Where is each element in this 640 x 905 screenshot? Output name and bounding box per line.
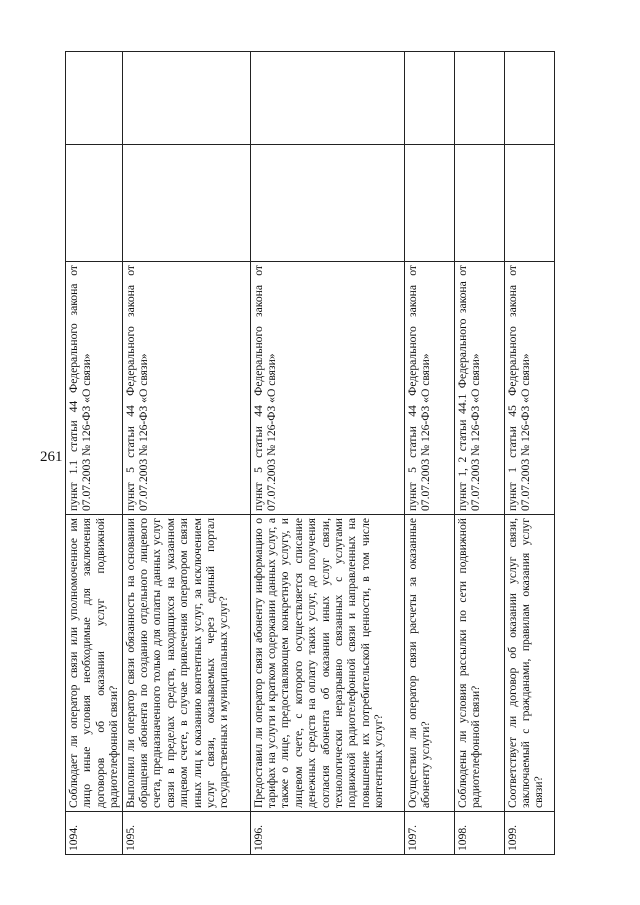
legal-reference-cell: пункт 5 статьи 44 Федерального закона от 07.07.2003 № 126-ФЗ «О связи»	[250, 262, 404, 515]
table-row	[404, 52, 454, 855]
empty-note-cell	[250, 52, 404, 145]
empty-note-cell	[454, 52, 504, 145]
item-number: 1097.	[404, 812, 454, 855]
empty-answer-cell	[454, 145, 504, 262]
empty-answer-cell	[504, 145, 554, 262]
empty-answer-cell	[66, 145, 123, 262]
item-number: 1099.	[504, 812, 554, 855]
item-number: 1098.	[454, 812, 504, 855]
question-cell: Осуществил ли оператор связи расчеты за оказанные абоненту услуги?	[404, 515, 454, 812]
question-cell: Выполнил ли оператор связи обязанность на основании обращения абонента по созданию отдельного лицевого счета, предназначенного только для оплаты данных услуг связи в пределах средств, находящихся на указанном лицевом счете, в случае привлечения оператором связи иных лиц к оказанию контентных услуг, за исключением услуг связи, оказываемых через единый портал государственных и муниципальных услуг?	[122, 515, 250, 812]
legal-reference-cell: пункт 1 статьи 45 Федерального закона от 07.07.2003 № 126-ФЗ «О связи»	[504, 262, 554, 515]
table-row	[66, 52, 123, 855]
empty-note-cell	[404, 52, 454, 145]
question-cell: Соблюдены ли условия рассылки по сети подвижной радиотелефонной связи?	[454, 515, 504, 812]
table-row	[454, 52, 504, 855]
table-row	[122, 52, 250, 855]
legal-reference-cell: пункт 1.1 статьи 44 Федерального закона от 07.07.2003 № 126-ФЗ «О связи»	[66, 262, 123, 515]
question-cell: Предоставил ли оператор связи абоненту информацию о тарифах на услуги и кратком содержании данных услуг, а также о лице, предоставляющем конкретную услугу, и лицевом счете, с которого осуществляется списание денежных средств на оплату таких услуг, до получения согласия абонента об оказании иных услуг связи, технологически неразрывно связанных с услугами подвижной радиотелефонной связи и направленных на повышение их потребительской ценности, в том числе контентных услуг?	[250, 515, 404, 812]
legal-reference-cell: пункт 5 статьи 44 Федерального закона от 07.07.2003 № 126-ФЗ «О связи»	[122, 262, 250, 515]
legal-reference-cell: пункт 1, 2 статьи 44.1 Федерального закона от 07.07.2003 № 126-ФЗ «О связи»	[454, 262, 504, 515]
empty-note-cell	[122, 52, 250, 145]
item-number: 1095.	[122, 812, 250, 855]
empty-answer-cell	[122, 145, 250, 262]
question-cell: Соблюдает ли оператор связи или уполномоченное им лицо иные условия необходимые для заключения договоров об оказании услуг подвижной радиотелефонной связи?	[66, 515, 123, 812]
legal-reference-cell: пункт 5 статьи 44 Федерального закона от 07.07.2003 № 126-ФЗ «О связи»	[404, 262, 454, 515]
item-number: 1094.	[66, 812, 123, 855]
empty-answer-cell	[404, 145, 454, 262]
empty-answer-cell	[250, 145, 404, 262]
checklist-table-rotated	[65, 85, 600, 855]
table-row	[504, 52, 554, 855]
table-row	[250, 52, 404, 855]
page-number: 261	[40, 449, 63, 465]
empty-note-cell	[504, 52, 554, 145]
empty-note-cell	[66, 52, 123, 145]
item-number: 1096.	[250, 812, 404, 855]
question-cell: Соответствует ли договор об оказании услуг связи, заключаемый с гражданами, правилам оказания услуг связи?	[504, 515, 554, 812]
checklist-table	[65, 51, 555, 855]
